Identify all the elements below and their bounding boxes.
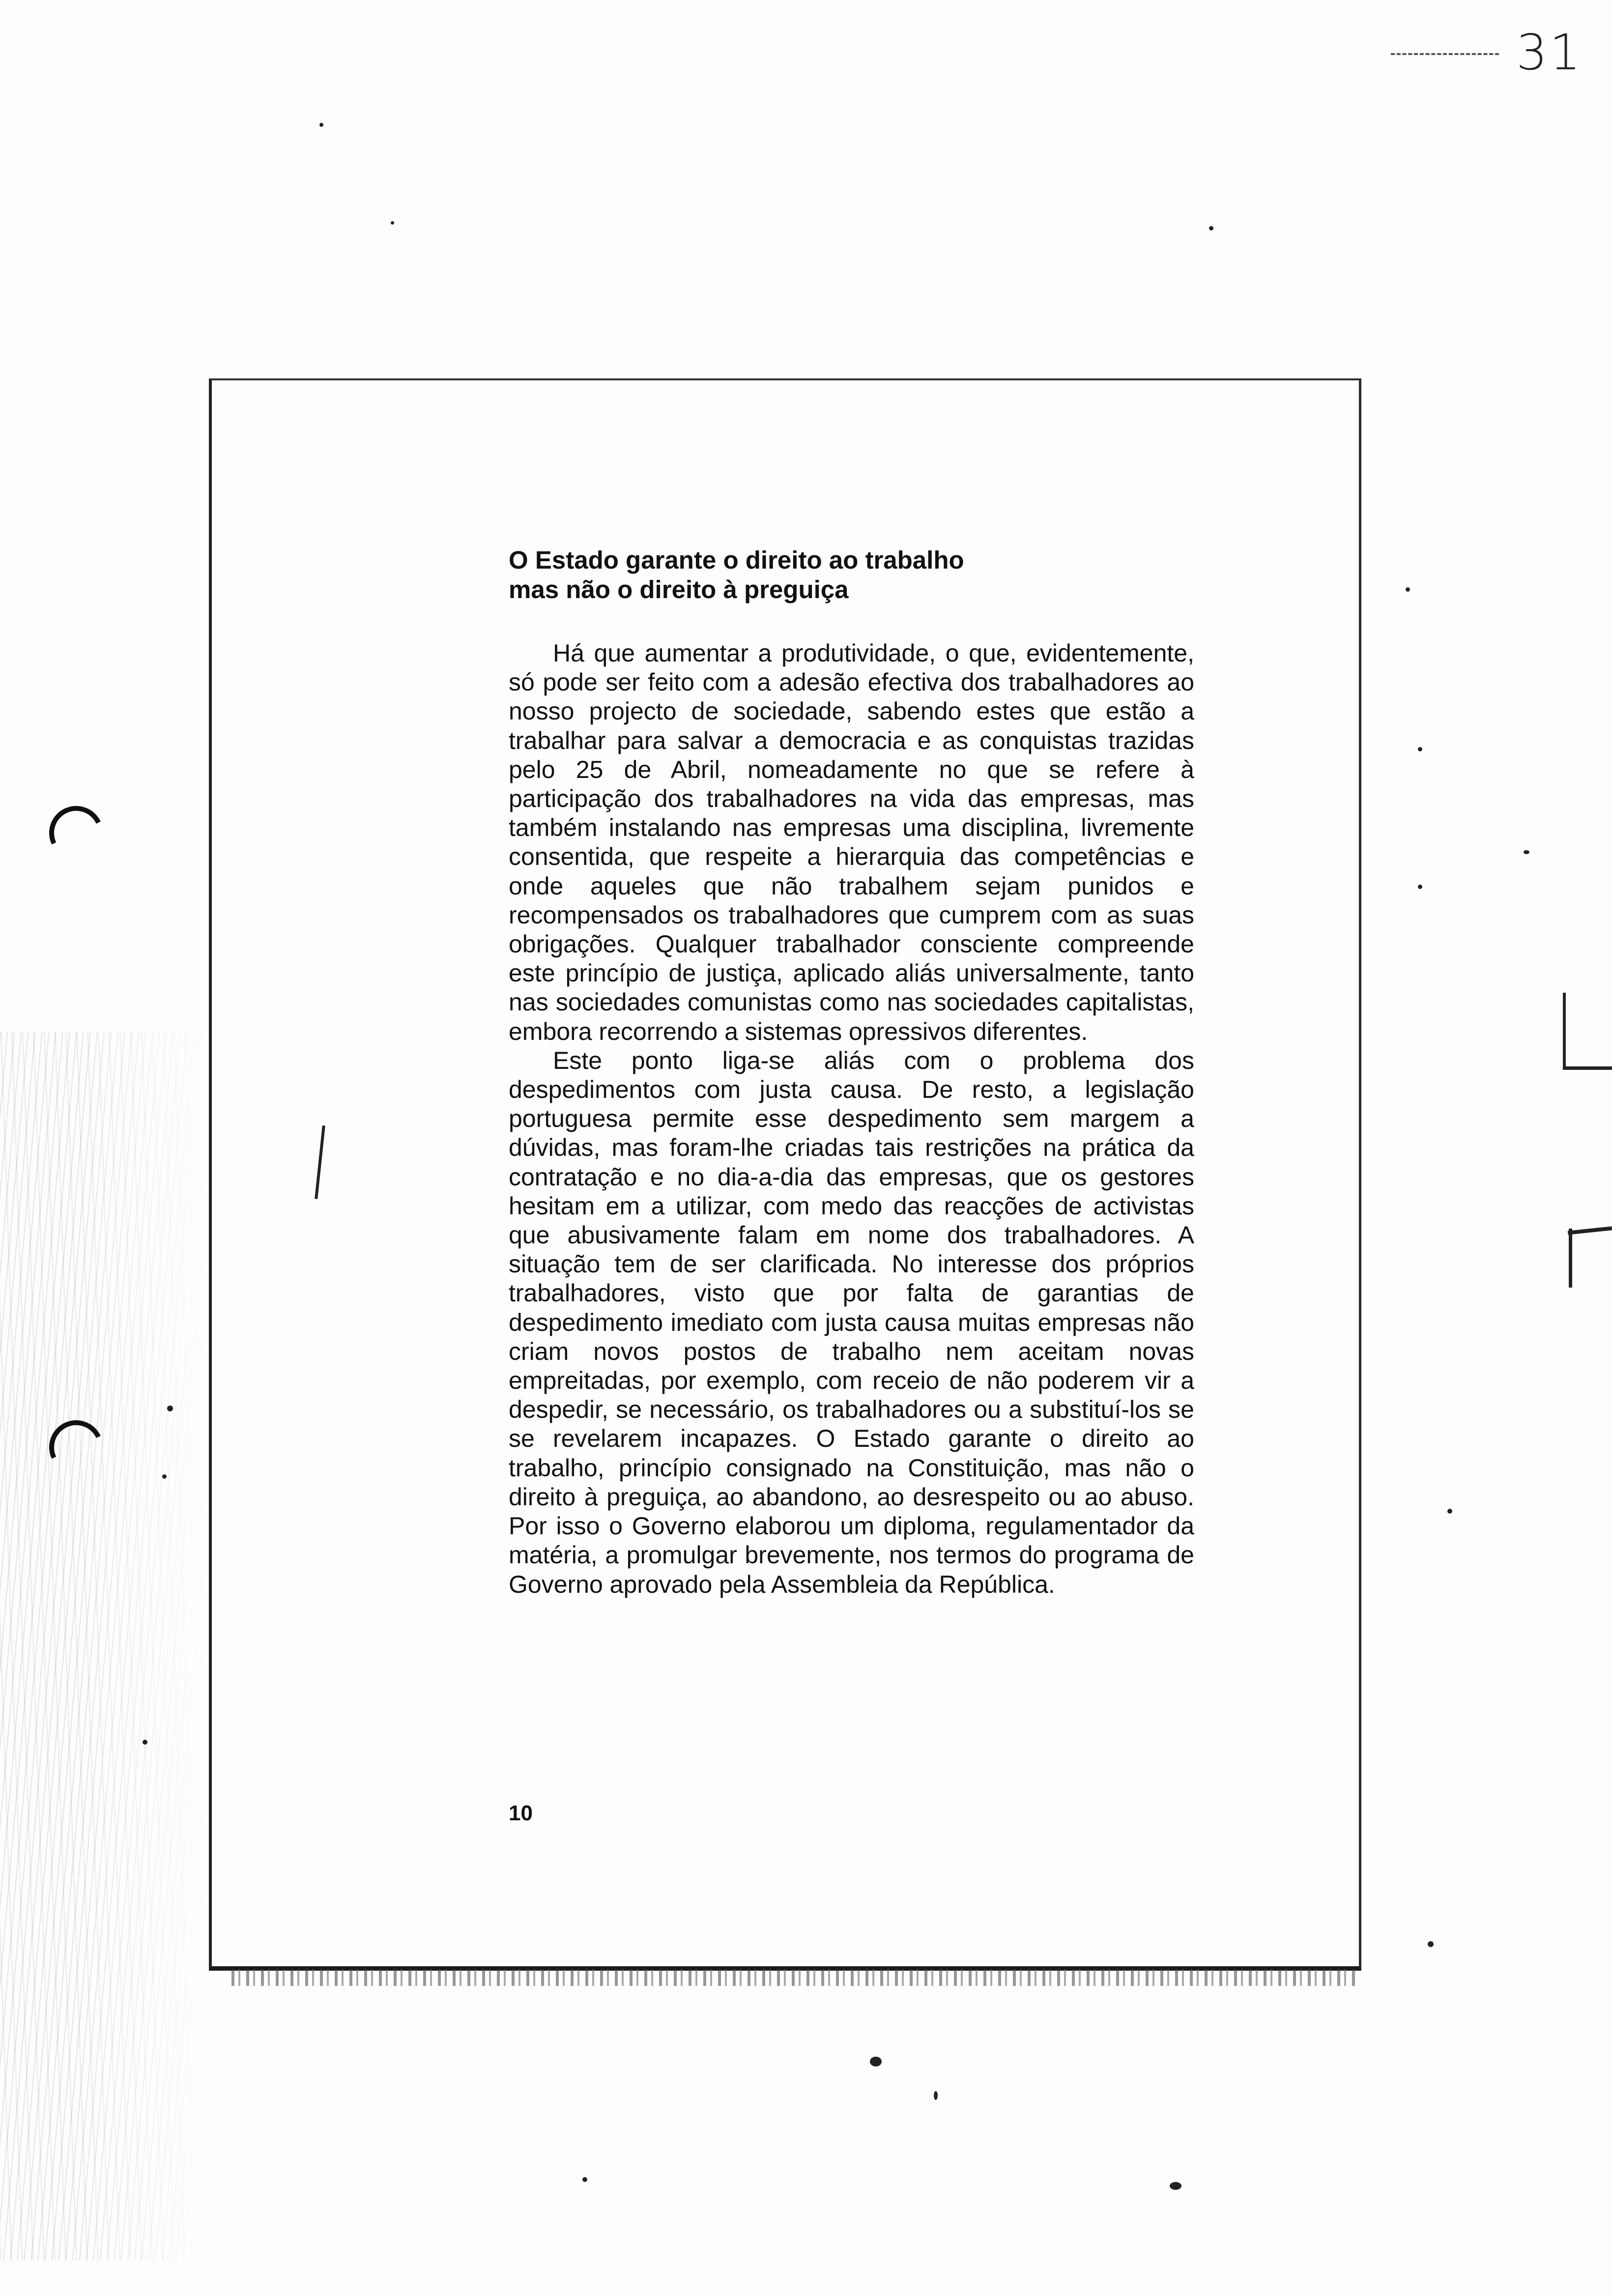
right-edge-mark-lower — [1568, 1226, 1612, 1234]
section-heading-line-1: O Estado garante o direito ao trabalho — [509, 546, 964, 574]
body-text — [509, 639, 1194, 1599]
scan-speck — [870, 2057, 882, 2066]
right-edge-mark-lower-vertical — [1569, 1229, 1572, 1288]
section-heading — [509, 545, 1194, 604]
scan-speck — [1406, 587, 1410, 592]
scan-speck — [1418, 885, 1422, 889]
page-content — [509, 545, 1194, 1599]
scan-speck — [319, 123, 323, 127]
scan-speck — [167, 1406, 173, 1411]
paragraph: Este ponto liga-se aliás com o problema dos despedimentos com justa causa. De resto, a legislação portuguesa permite esse despedimento sem margem a dúvidas, mas foram-lhe criadas tais restrições na prática da contratação e no dia-a-dia das empresas, que os gestores hesitam em a utilizar, com medo das reacções de activistas que abusivamente falam em nome dos trabalhadores. A situação tem de ser clarificada. No interesse dos próprios trabalhadores, visto que por falta de garantias de despedimento imediato com justa causa muitas empresas não criam novos postos de trabalho nem aceitam novas empreitadas, por exemplo, com receio de não poderem vir a despedir, se necessário, os trabalhadores ou a substituí-los se se revelarem incapazes. O Estado garante o direito ao trabalho, princípio consignado na Constituição, mas não o direito à preguiça, ao abandono, ao desrespeito ou ao abuso. Por isso o Governo elaborou um diploma, regulamentador da matéria, a promulgar brevemente, nos termos do programa de Governo aprovado pela Assembleia da República. — [509, 1046, 1194, 1598]
scan-speck — [1447, 1509, 1452, 1514]
scan-dash-mark — [1391, 53, 1499, 55]
sheet-number: 31 — [1516, 24, 1583, 81]
scan-speck — [934, 2091, 938, 2100]
scan-edge-noise — [0, 1032, 206, 2261]
scan-speck — [1209, 226, 1213, 230]
scan-speck — [1170, 2182, 1181, 2190]
scan-speck — [143, 1740, 147, 1745]
scan-speck — [391, 221, 394, 225]
scan-speck — [162, 1474, 167, 1479]
scan-speck — [1418, 747, 1422, 751]
section-heading-line-2: mas não o direito à preguiça — [509, 575, 849, 603]
paragraph: Há que aumentar a produtividade, o que, evidentemente, só pode ser feito com a adesão efectiva dos trabalhadores ao nosso projecto de sociedade, sabendo estes que estão a trabalhar para salvar a democracia e as conquistas trazidas pelo 25 de Abril, nomeadamente no que se refere à participação dos trabalhadores na vida das empresas, mas também instalando nas empresas uma disciplina, livremente consentida, que respeite a hierarquia das competências e onde aqueles que não trabalhem sejam punidos e recompensados os trabalhadores que cumprem com as suas obrigações. Qualquer trabalhador consciente compreende este princípio de justiça, aplicado aliás universalmente, tanto nas sociedades comunistas como nas sociedades capitalistas, embora recorrendo a sistemas opressivos diferentes. — [509, 639, 1194, 1045]
page-number: 10 — [509, 1801, 533, 1825]
punch-hole-mark-upper — [42, 799, 111, 868]
scan-speck — [582, 2177, 587, 2182]
right-edge-mark-upper — [1563, 1066, 1612, 1070]
right-edge-mark-upper-vertical — [1563, 993, 1566, 1066]
scan-speck — [1524, 850, 1529, 854]
scan-speck — [1428, 1941, 1434, 1947]
